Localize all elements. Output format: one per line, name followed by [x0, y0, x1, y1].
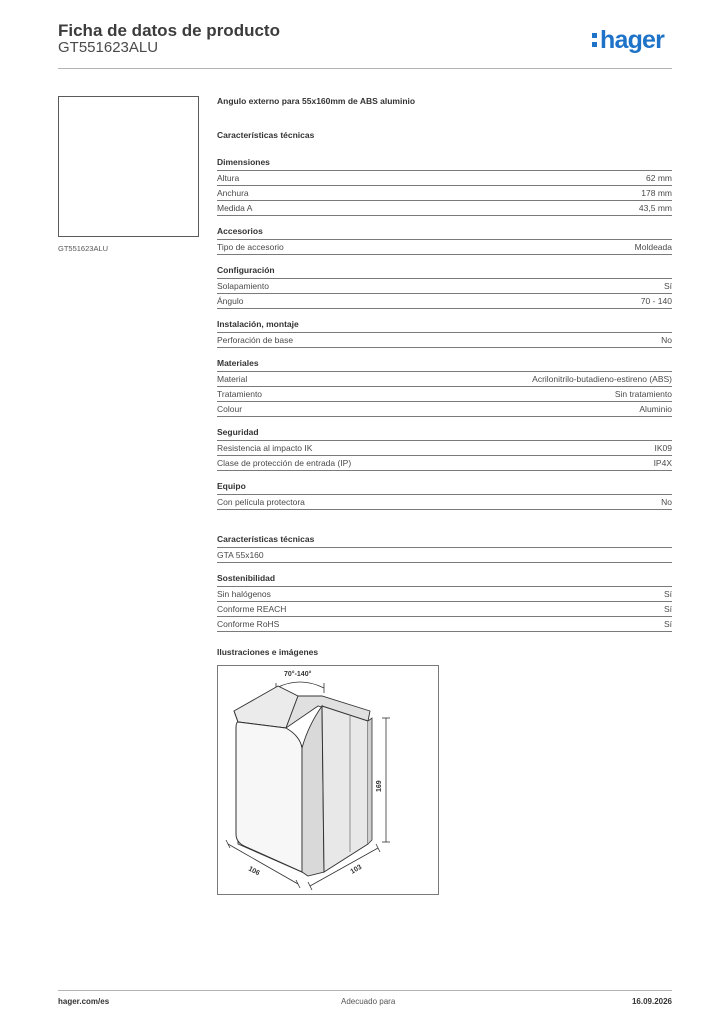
- spec-value: 70 - 140: [640, 296, 672, 306]
- section-title: Características técnicas: [217, 534, 672, 548]
- spec-label: Perforación de base: [217, 335, 294, 345]
- spec-value: Sin tratamiento: [614, 389, 672, 399]
- spec-section-sostenibilidad: [217, 573, 672, 632]
- spec-section-materiales: [217, 358, 672, 417]
- section-title: Materiales: [217, 358, 672, 372]
- footer-divider: [58, 990, 672, 991]
- spec-row: [217, 441, 672, 456]
- spec-label: Material: [217, 374, 248, 384]
- spec-row: [217, 186, 672, 201]
- spec-value: Sí: [663, 589, 672, 599]
- spec-section-dimensiones: [217, 157, 672, 216]
- spec-label: Colour: [217, 404, 243, 414]
- illustration-frame: [217, 665, 439, 895]
- section-title: Sostenibilidad: [217, 573, 672, 587]
- product-image-caption: GT551623ALU: [58, 244, 109, 253]
- spec-value: Acrilonitrilo-butadieno-estireno (ABS): [532, 374, 672, 384]
- product-reference: GT551623ALU: [58, 39, 159, 56]
- specs-content: [217, 96, 672, 632]
- spec-row: [217, 333, 672, 348]
- corner-trunking-drawing: [218, 666, 438, 894]
- spec-value: Sí: [663, 619, 672, 629]
- spec-label: GTA 55x160: [217, 550, 264, 560]
- spec-value: Sí: [663, 604, 672, 614]
- left-dim-label: 106: [247, 865, 261, 878]
- spec-value: No: [661, 497, 672, 507]
- spec-row: [217, 240, 672, 255]
- page-title: Ficha de datos de producto: [58, 21, 280, 40]
- spec-row: [217, 402, 672, 417]
- spec-label: Sin halógenos: [217, 589, 271, 599]
- right-face-inner2: [368, 718, 372, 844]
- spec-section-accesorios: [217, 226, 672, 255]
- spec-value: No: [661, 335, 672, 345]
- spec-label: Con película protectora: [217, 497, 305, 507]
- spec-value: Sí: [663, 281, 672, 291]
- right-dim-label: 103: [349, 863, 364, 876]
- section-title: Seguridad: [217, 427, 672, 441]
- spec-row: [217, 279, 672, 294]
- spec-row: [217, 548, 672, 563]
- footer-date: 16.09.2026: [631, 997, 672, 1006]
- hager-logo: [592, 26, 664, 54]
- spec-row: [217, 201, 672, 216]
- angle-label: 70°-140°: [284, 671, 312, 678]
- tech-heading: Características técnicas: [217, 130, 315, 140]
- section-title: Equipo: [217, 481, 672, 495]
- height-dim-label: 169: [376, 780, 383, 792]
- logo-colon-icon: [592, 28, 597, 50]
- section-title: Instalación, montaje: [217, 319, 672, 333]
- spec-label: Solapamiento: [217, 281, 269, 291]
- spec-value: 43,5 mm: [638, 203, 672, 213]
- header-divider: [58, 68, 672, 69]
- footer-website-link[interactable]: hager.com/es: [58, 997, 110, 1006]
- logo-text: hager: [600, 26, 665, 54]
- spec-section-instalacion: [217, 319, 672, 348]
- spec-value: 62 mm: [646, 173, 672, 183]
- spec-section-configuracion: [217, 265, 672, 309]
- spec-label: Ángulo: [217, 296, 244, 306]
- product-image-frame: [58, 96, 199, 237]
- spec-label: Altura: [217, 173, 240, 183]
- spec-row: [217, 495, 672, 510]
- spec-label: Conforme RoHS: [217, 619, 280, 629]
- spec-label: Anchura: [217, 188, 249, 198]
- spec-label: Tipo de accesorio: [217, 242, 284, 252]
- spec-section-equipo: [217, 481, 672, 510]
- spec-section-tech2: [217, 534, 672, 563]
- spec-label: Medida A: [217, 203, 253, 213]
- spec-value: IK09: [654, 443, 672, 453]
- footer-center-text: Adecuado para: [341, 997, 396, 1006]
- spec-label: Conforme REACH: [217, 604, 287, 614]
- spec-row: [217, 372, 672, 387]
- spec-label: Clase de protección de entrada (IP): [217, 458, 352, 468]
- left-face-body: [236, 722, 302, 872]
- spec-row: [217, 602, 672, 617]
- section-title: Accesorios: [217, 226, 672, 240]
- spec-value: 178 mm: [641, 188, 672, 198]
- angle-arc: [276, 682, 324, 688]
- spec-section-seguridad: [217, 427, 672, 471]
- spec-row: [217, 294, 672, 309]
- spec-label: Resistencia al impacto IK: [217, 443, 313, 453]
- spec-value: IP4X: [653, 458, 672, 468]
- spec-value: Aluminio: [639, 404, 672, 414]
- spec-row: [217, 456, 672, 471]
- spec-row: [217, 171, 672, 186]
- corner-joint: [302, 706, 324, 876]
- product-description: Angulo externo para 55x160mm de ABS aluminio: [217, 96, 416, 106]
- spec-row: [217, 587, 672, 602]
- illustrations-title: Ilustraciones e imágenes: [217, 647, 319, 657]
- spec-label: Tratamiento: [217, 389, 263, 399]
- spec-row: [217, 617, 672, 632]
- section-title: Dimensiones: [217, 157, 672, 171]
- right-face: [322, 706, 368, 872]
- spec-row: [217, 387, 672, 402]
- spec-value: Moldeada: [634, 242, 672, 252]
- section-title: Configuración: [217, 265, 672, 279]
